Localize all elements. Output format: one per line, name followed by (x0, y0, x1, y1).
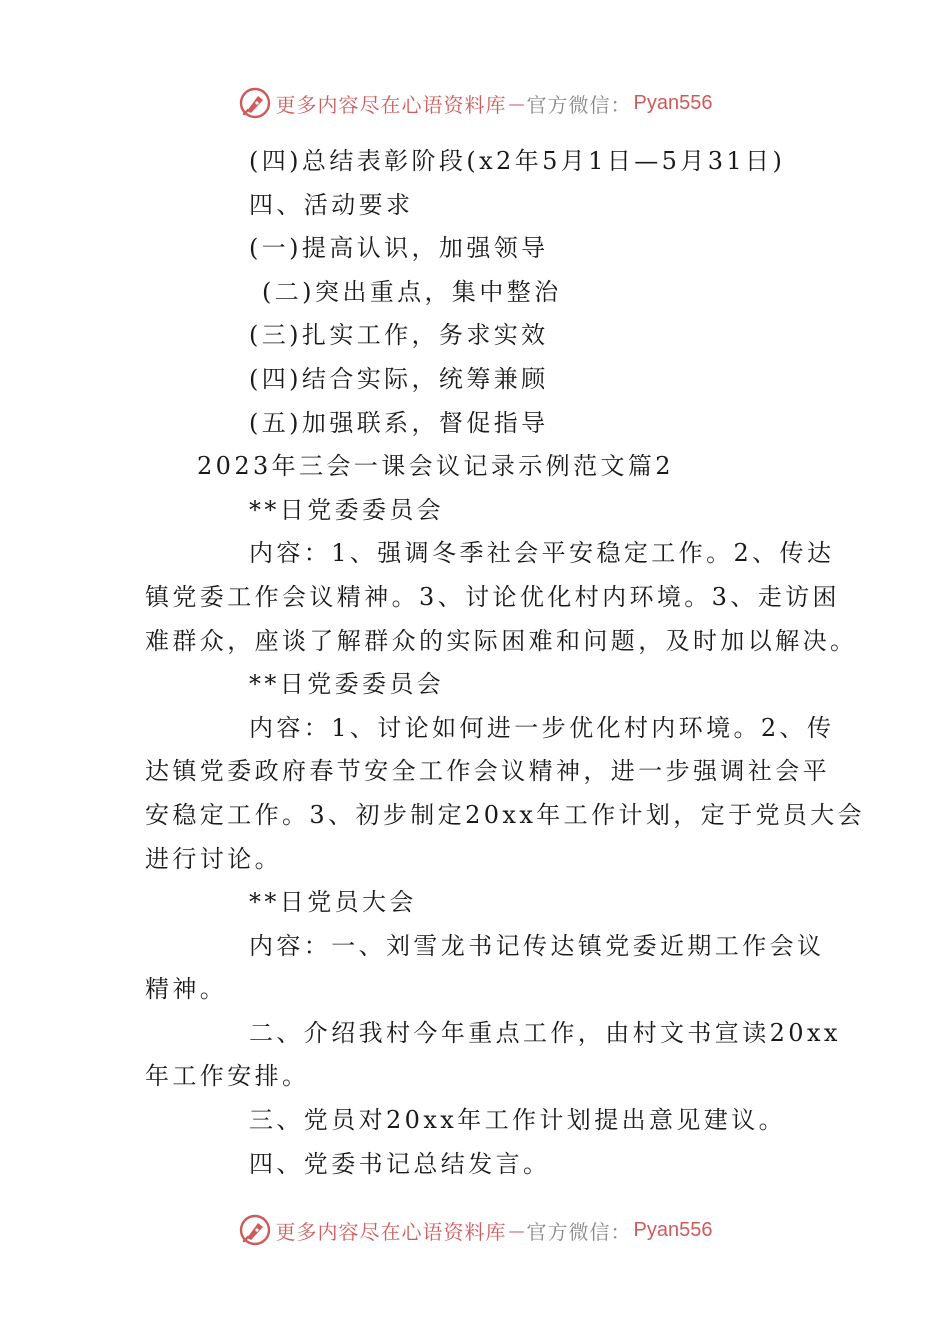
banner-separator: — (508, 93, 525, 113)
body-line: (四)结合实际，统筹兼顾 (249, 364, 549, 393)
body-line: (五)加强联系，督促指导 (249, 408, 549, 437)
paragraph-line: 二、介绍我村今年重点工作，由村文书宣读20xx (249, 1018, 841, 1047)
section-heading: 四、活动要求 (249, 190, 414, 219)
body-line: (三)扎实工作，务求实效 (249, 321, 549, 350)
paragraph-line: 达镇党委政府春节安全工作会议精神，进一步强调社会平 (145, 757, 830, 786)
paragraph-line: 内容：一、刘雪龙书记传达镇党委近期工作会议 (249, 931, 825, 960)
body-line: (四)总结表彰阶段(x2年5月1日—5月31日) (249, 147, 786, 175)
paragraph-line: 进行讨论。 (145, 844, 282, 873)
paragraph-line: 内容：1、讨论如何进一步优化村内环境。2、传 (249, 713, 835, 742)
banner-separator: — (508, 1220, 525, 1240)
paragraph-line: 精神。 (145, 975, 228, 1004)
meeting-heading: **日党委委员会 (249, 670, 445, 699)
body-line: (二)突出重点，集中整治 (262, 277, 562, 306)
document-body (145, 140, 866, 1186)
meeting-heading: **日党员大会 (249, 888, 417, 917)
banner-wechat-label: 官方微信： (526, 92, 632, 117)
paragraph (145, 532, 858, 663)
body-line: (一)提高认识，加强领导 (249, 234, 549, 263)
document-title: 2023年三会一课会议记录示例范文篇2 (197, 452, 674, 481)
header-watermark-banner (0, 83, 950, 123)
body-line: 三、党员对20xx年工作计划提出意见建议。 (249, 1106, 787, 1135)
footer-watermark-banner (0, 1210, 950, 1250)
banner-brand-text: 更多内容尽在心语资料库 (275, 1219, 507, 1244)
paragraph-line: 镇党委工作会议精神。3、讨论优化村内环境。3、走访困 (145, 582, 840, 611)
pen-nib-circle-icon (238, 1213, 272, 1247)
paragraph (145, 925, 825, 1012)
paragraph-line: 难群众，座谈了解群众的实际困难和问题，及时加以解决。 (145, 626, 858, 655)
paragraph (145, 1012, 841, 1099)
paragraph-line: 安稳定工作。3、初步制定20xx年工作计划，定于党员大会 (145, 800, 866, 829)
paragraph-line: 内容：1、强调冬季社会平安稳定工作。2、传达 (249, 539, 835, 568)
banner-wechat-label: 官方微信： (526, 1219, 632, 1244)
banner-wechat-id: Pyan556 (633, 1218, 713, 1241)
banner-wechat-id: Pyan556 (633, 91, 713, 114)
pen-nib-circle-icon (238, 86, 272, 120)
paragraph-line: 年工作安排。 (145, 1062, 310, 1091)
body-line: 四、党委书记总结发言。 (249, 1149, 551, 1178)
meeting-heading: **日党委委员会 (249, 495, 445, 524)
banner-brand-text: 更多内容尽在心语资料库 (275, 92, 507, 117)
paragraph (145, 707, 866, 881)
